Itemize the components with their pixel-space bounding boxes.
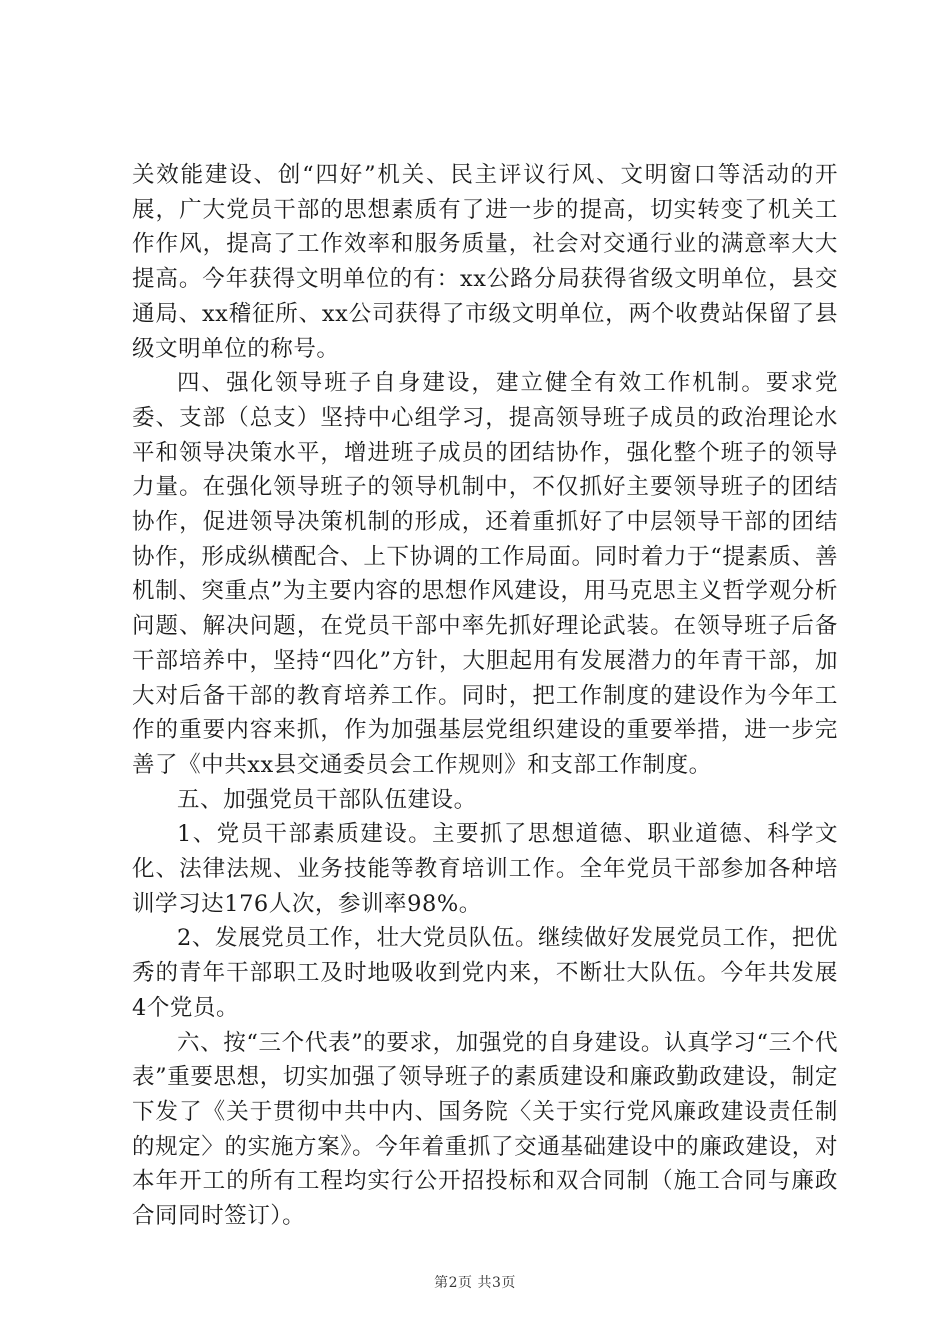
paragraph-item-one: 1、党员干部素质建设。主要抓了思想道德、职业道德、科学文化、法律法规、业务技能等教育培训工作。全年党员干部参加各种培训学习达176人次，参训率98%。 [132,821,838,917]
paragraph-continuation: 关效能建设、创“四好”机关、民主评议行风、文明窗口等活动的开展，广大党员干部的思想素质有了进一步的提高，切实转变了机关工作作风，提高了工作效率和服务质量，社会对交通行业的满意率大大提高。今年获得文明单位的有：xx公路分局获得省级文明单位，县交通局、xx稽征所、xx公司获得了市级文明单位，两个收费站保留了县级文明单位的称号。 [132,162,838,362]
paragraph-item-two: 2、发展党员工作，壮大党员队伍。继续做好发展党员工作，把优秀的青年干部职工及时地吸收到党内来，不断壮大队伍。今年共发展4个党员。 [132,925,838,1021]
paragraph-section-five-heading: 五、加强党员干部队伍建设。 [177,786,477,813]
paragraph-section-six: 六、按“三个代表”的要求，加强党的自身建设。认真学习“三个代表”重要思想，切实加强了领导班子的素质建设和廉政勤政建设，制定下发了《关于贯彻中共中内、国务院〈关于实行党风廉政建设责任制的规定〉的实施方案》。今年着重抓了交通基础建设中的廉政建设，对本年开工的所有工程均实行公开招投标和双合同制（施工合同与廉政合同同时签订）。 [132,1029,838,1230]
page-footer: 第2页 共3页 [434,1275,516,1291]
document-body [132,158,838,1234]
paragraph-section-four: 四、强化领导班子自身建设，建立健全有效工作机制。要求党委、支部（总支）坚持中心组学习，提高领导班子成员的政治理论水平和领导决策水平，增进班子成员的团结协作，强化整个班子的领导力量。在强化领导班子的领导机制中，不仅抓好主要领导班子的团结协作，促进领导决策机制的形成，还着重抓好了中层领导干部的团结协作，形成纵横配合、上下协调的工作局面。同时着力于“提素质、善机制、突重点”为主要内容的思想作风建设，用马克思主义哲学观分析问题、解决问题，在党员干部中率先抓好理论武装。在领导班子后备干部培养中，坚持“四化”方针，大胆起用有发展潜力的年青干部，加大对后备干部的教育培养工作。同时，把工作制度的建设作为今年工作的重要内容来抓，作为加强基层党组织建设的重要举措，进一步完善了《中共xx县交通委员会工作规则》和支部工作制度。 [132,370,838,778]
